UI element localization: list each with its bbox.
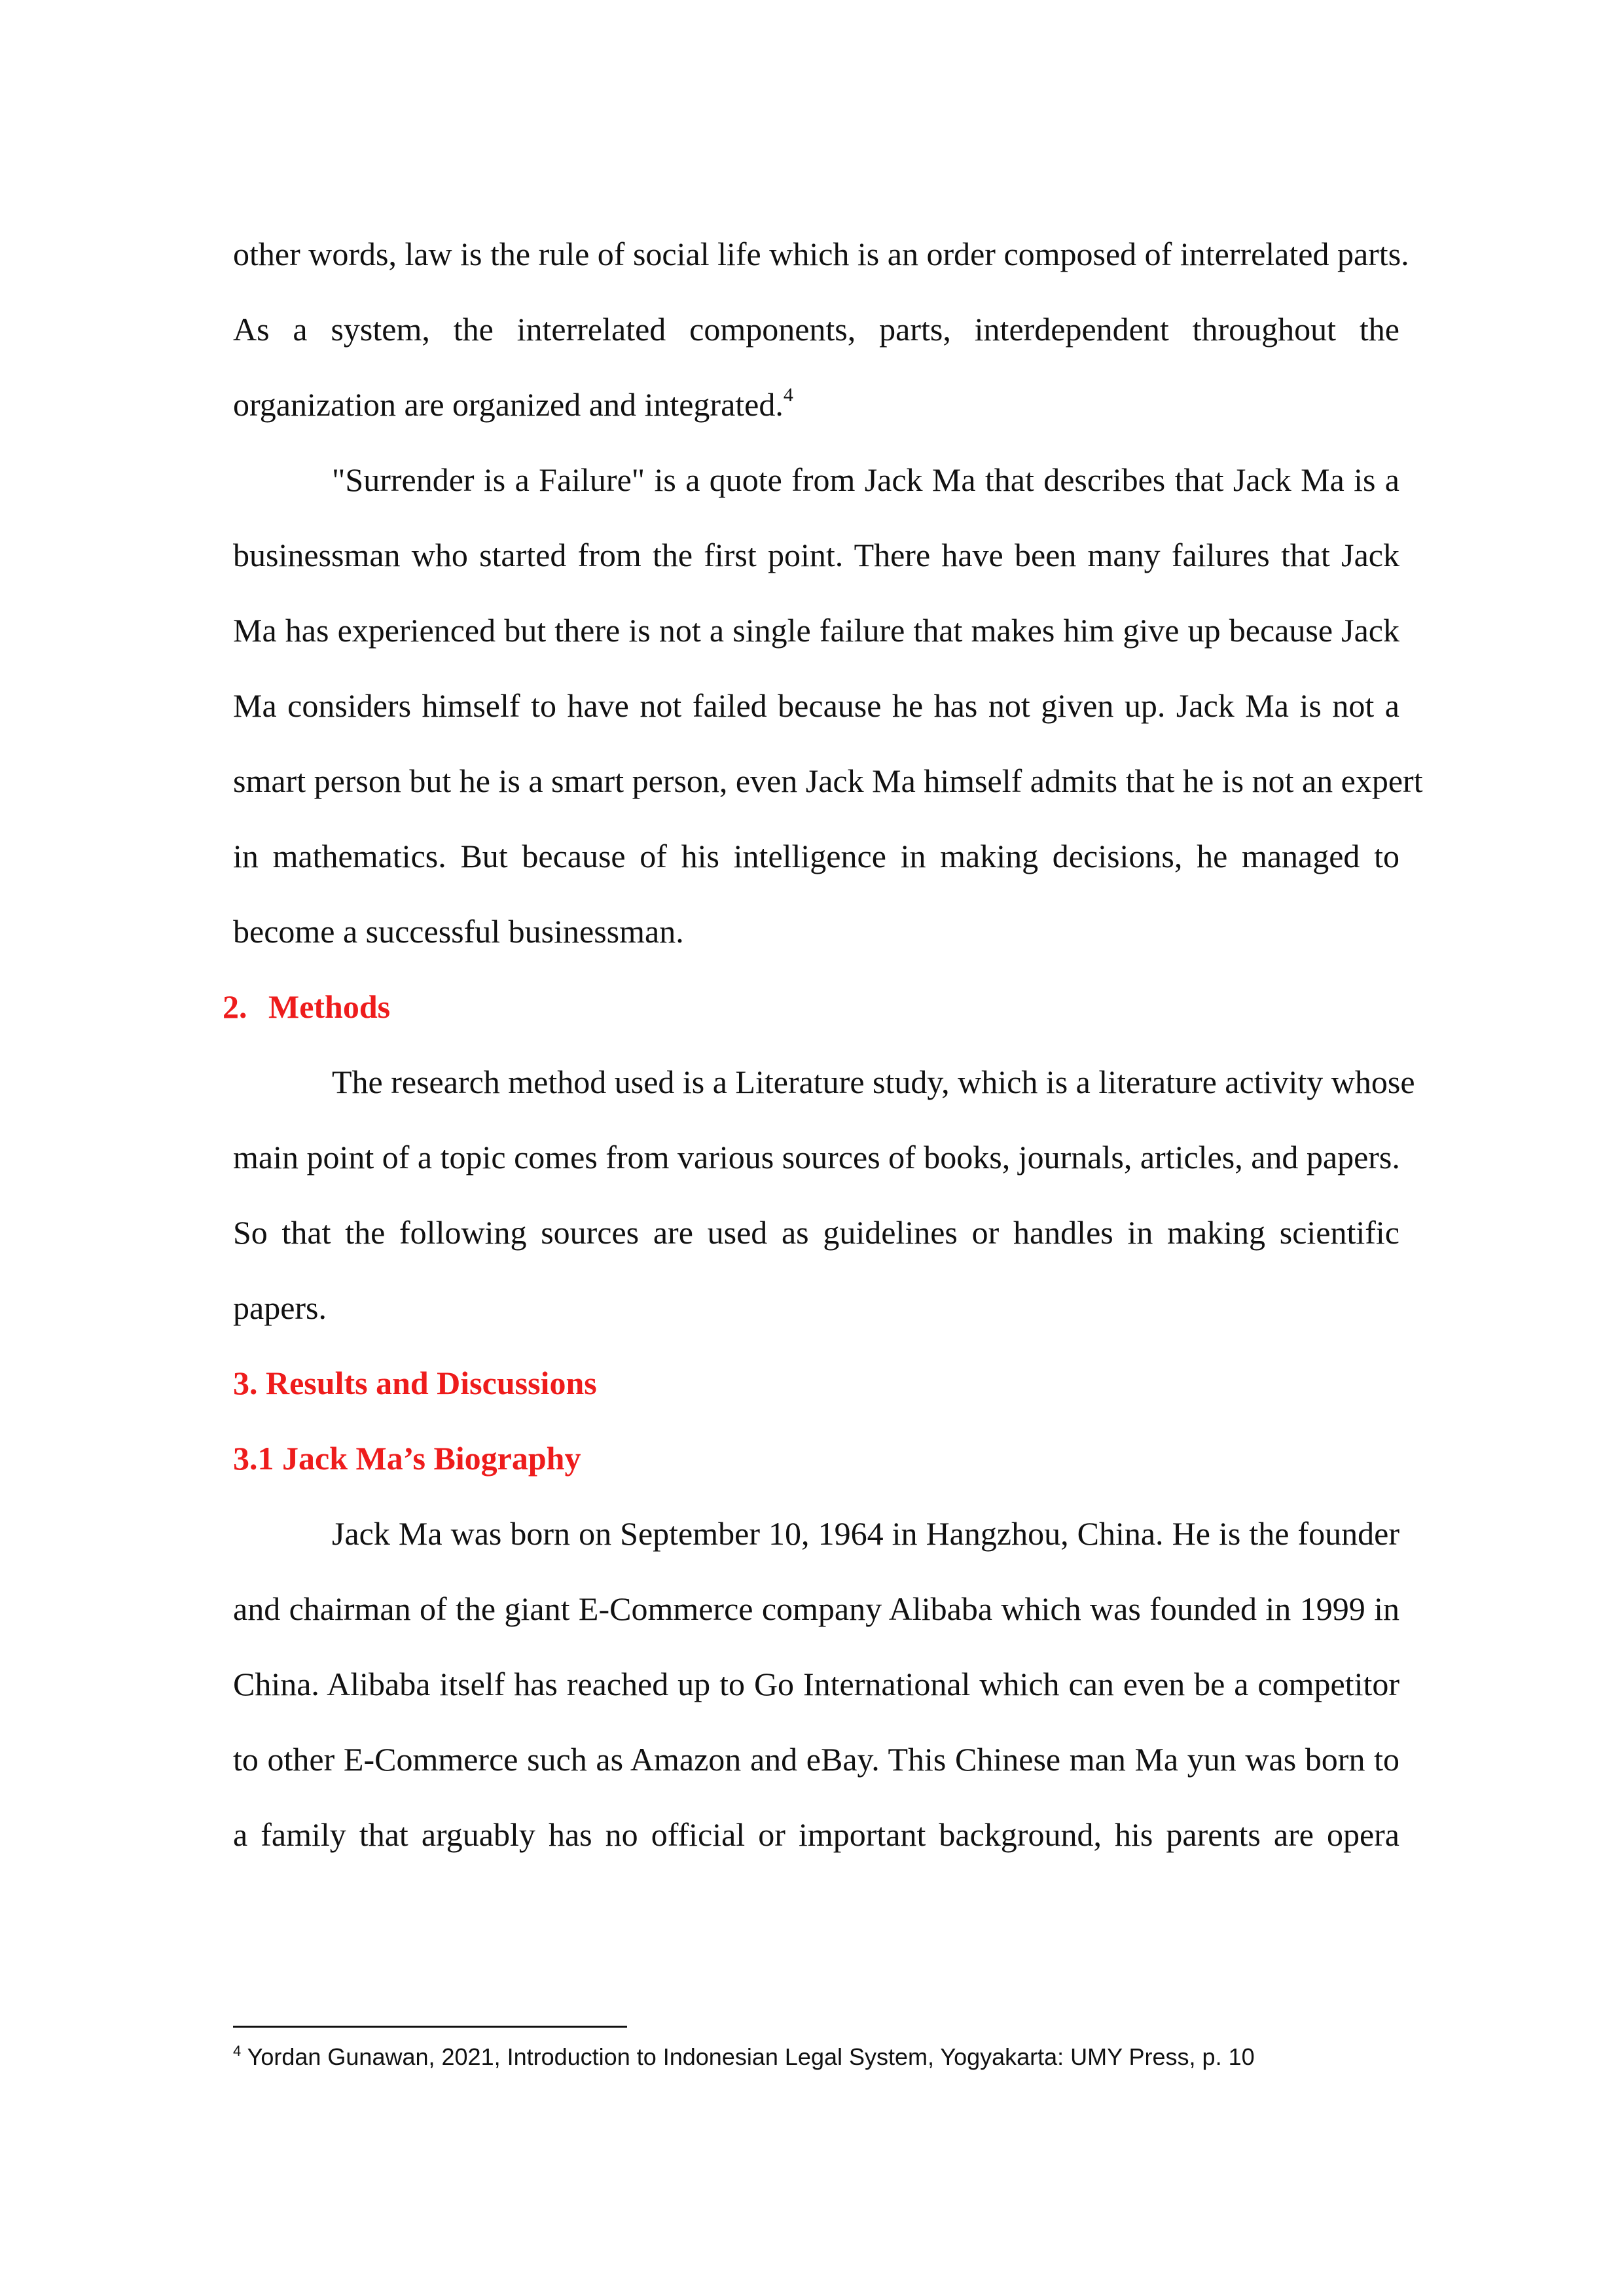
methods-line-4: papers. xyxy=(233,1289,327,1326)
footnote-reference: 4 xyxy=(783,384,793,406)
footnote-number: 4 xyxy=(233,2043,242,2059)
footnote-text: Yordan Gunawan, 2021, Introduction to Indonesian Legal System, Yogyakarta: UMY Press, p. 10 xyxy=(247,2043,1255,2070)
section-heading-results: 3. Results and Discussions xyxy=(233,1365,597,1401)
quote-line-3: Ma has experienced but there is not a single failure that makes him give up because Jack xyxy=(233,612,1399,649)
quote-line-7: become a successful businessman. xyxy=(233,913,684,950)
biography-line-3: China. Alibaba itself has reached up to Go International which can even be a competitor xyxy=(233,1666,1399,1702)
methods-line-2: main point of a topic comes from various sources of books, journals, articles, and papers. xyxy=(233,1139,1400,1175)
methods-line-1: The research method used is a Literature study, which is a literature activity whose xyxy=(332,1064,1415,1100)
footnote-separator xyxy=(233,2026,627,2028)
section-heading-methods-title: Methods xyxy=(268,988,391,1025)
section-heading-methods-number: 2. xyxy=(223,988,247,1025)
biography-line-5: a family that arguably has no official or important background, his parents are opera xyxy=(233,1816,1399,1853)
intro-line-3 xyxy=(233,385,1399,424)
quote-line-2: businessman who started from the first point. There have been many failures that Jack xyxy=(233,537,1399,573)
quote-line-1: "Surrender is a Failure" is a quote from Jack Ma that describes that Jack Ma is a xyxy=(332,461,1399,498)
quote-line-4: Ma considers himself to have not failed because he has not given up. Jack Ma is not a xyxy=(233,687,1399,724)
quote-line-6: in mathematics. But because of his intelligence in making decisions, he managed to xyxy=(233,838,1399,874)
intro-line-2: As a system, the interrelated components, parts, interdependent throughout the xyxy=(233,311,1399,348)
biography-line-1: Jack Ma was born on September 10, 1964 in Hangzhou, China. He is the founder xyxy=(332,1515,1399,1552)
intro-line-3-text: organization are organized and integrated. xyxy=(233,386,784,423)
biography-line-2: and chairman of the giant E-Commerce company Alibaba which was founded in 1999 in xyxy=(233,1590,1399,1627)
footnote xyxy=(233,2041,1255,2073)
subsection-heading-biography: 3.1 Jack Ma’s Biography xyxy=(233,1440,581,1477)
intro-line-1: other words, law is the rule of social life which is an order composed of interrelated parts. xyxy=(233,236,1409,272)
quote-line-5: smart person but he is a smart person, even Jack Ma himself admits that he is not an expert xyxy=(233,762,1423,799)
methods-line-3: So that the following sources are used as guidelines or handles in making scientific xyxy=(233,1214,1399,1251)
biography-line-4: to other E-Commerce such as Amazon and eBay. This Chinese man Ma yun was born to xyxy=(233,1741,1399,1778)
section-heading-methods xyxy=(223,987,390,1026)
